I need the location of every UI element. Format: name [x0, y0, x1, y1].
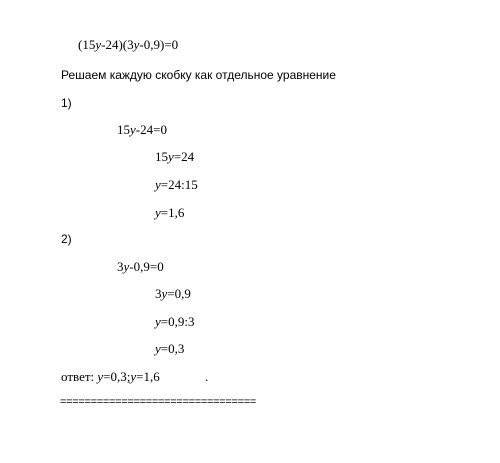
separator-line: ================================ — [60, 396, 256, 408]
part-2-step-2: 3y=0,9 — [155, 286, 191, 301]
part-1-step-4: y=1,6 — [155, 205, 185, 220]
part-2-step-3: y=0,9:3 — [155, 314, 195, 329]
part-1-step-1: 15y-24=0 — [117, 122, 167, 137]
answer-trailing-dot: . — [205, 369, 209, 384]
main-equation: (15y-24)(3y-0,9)=0 — [78, 37, 179, 52]
part-1-step-3: y=24:15 — [155, 177, 198, 192]
part-1-label: 1) — [61, 96, 72, 110]
answer-line: ответ: y=0,3;y=1,6 — [61, 369, 160, 384]
instruction-text: Решаем каждую скобку как отдельное уравнение — [61, 68, 336, 82]
part-2-label: 2) — [61, 232, 72, 246]
part-2-step-4: y=0,3 — [155, 341, 185, 356]
part-1-step-2: 15y=24 — [155, 149, 195, 164]
part-2-step-1: 3y-0,9=0 — [117, 259, 164, 274]
